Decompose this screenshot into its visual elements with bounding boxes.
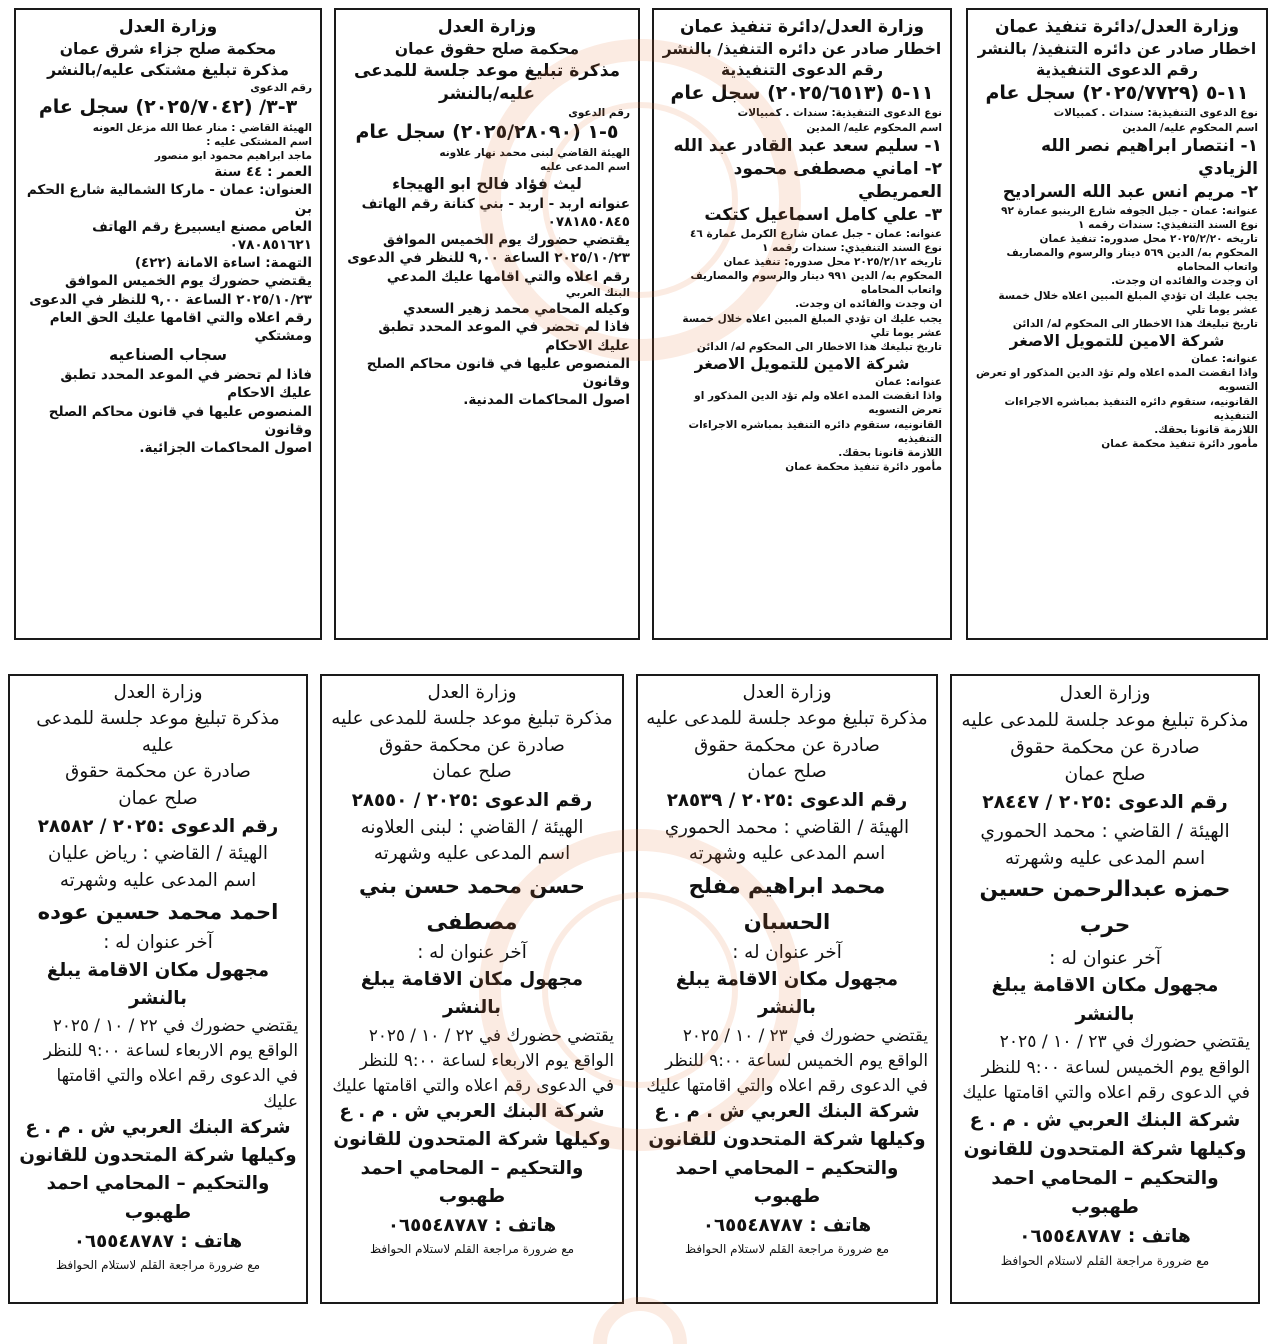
ministry: وزارة العدل <box>113 682 203 703</box>
case-number: رقم الدعوى :٢٠٢٥ / ٢٨٥٨٢ <box>37 816 279 838</box>
notice-line: ٣-٣/ (٢٠٢٥/٧٠٤٢) سجل عام <box>38 95 298 118</box>
notice-line: نوع الدعوى التنفيذية: سندات . كمبيالات <box>1053 107 1258 120</box>
notice-line: اللازمة قانونا بحقك. <box>838 446 942 459</box>
defendant-label: اسم المدعى عليه وشهرته <box>1004 847 1206 869</box>
notice-line: ان وجدت والفائده ان وجدت. <box>1111 275 1258 288</box>
notice-line: عنوانه: عمان - جبل عمان شارع الكرمل عمارة ٤٦ <box>690 227 942 240</box>
notice-line: يقتضي حضورك يوم الخميس الموافق <box>64 273 312 290</box>
notice-line: مذكرة تبليغ مشتكى عليه/بالنشر <box>47 60 289 79</box>
address: مجهول مكان الاقامة يبلغ بالنشر <box>46 959 270 1009</box>
plaintiff: شركة البنك العربي ش . م . ع <box>654 1101 920 1123</box>
notice-line: فاذا لم تحضر في الموعد المحدد تطبق عليك الاحكام <box>60 367 312 402</box>
notice-line: ٣- علي كامل اسماعيل كتكت <box>704 204 942 225</box>
ministry: وزارة العدل <box>1059 683 1151 704</box>
notice-line: اسم المحكوم عليه/ المدين <box>806 121 942 134</box>
notice-line: ١١-٥ (٢٠٢٥/٧٧٢٩) سجل عام <box>985 81 1249 104</box>
notice-line: المحكوم به/ الدين ٥٦٩ دينار والرسوم والمصاريف واتعاب المحاماه <box>1006 247 1258 274</box>
defendant-label: اسم المدعى عليه وشهرته <box>373 843 571 865</box>
notice-line: واذا انقضت المده اعلاه ولم تؤد الدين المذكور او تعرض التسويه <box>694 390 942 417</box>
notice-line: ان وجدت والفائده ان وجدت. <box>795 298 942 311</box>
notice-line: تاريخ تبليغك هذا الاخطار الى المحكوم له/ الدائن <box>696 340 942 353</box>
notice-line: اسم المشتكى عليه : <box>206 135 312 148</box>
notice-line: ٢- مريم انس عبد الله السراديح <box>1002 181 1258 202</box>
case-number: رقم الدعوى :٢٠٢٥ / ٢٨٥٣٩ <box>666 789 908 811</box>
notice-line: نوع السند التنفيذي: سندات رقمه ١ <box>1078 218 1258 231</box>
plaintiff: شركة البنك العربي ش . م . ع <box>969 1110 1241 1132</box>
agent-line: والتحكيم – المحامي احمد طهبوب <box>991 1167 1219 1218</box>
notice-line: التهمة: اساءة الامانة (٤٢٢) <box>134 255 312 272</box>
notice-line: فاذا لم تحضر في الموعد المحدد تطبق عليك الاحكام <box>378 319 630 354</box>
case-number: رقم الدعوى :٢٠٢٥ / ٢٨٤٤٧ <box>982 792 1228 813</box>
date-line: يقتضي حضورك في ٢٣ / ١٠ / ٢٠٢٥ <box>682 1024 928 1045</box>
notice-line: محكمة صلح حقوق عمان <box>394 39 580 58</box>
notice-line: اسم المحكوم عليه/ المدين <box>1122 121 1258 134</box>
notice-line: تاريخه ٢٠٢٥/٢/١٢ محل صدوره: تنفيذ عمان <box>723 255 942 268</box>
notice-line: مأمور دائرة تنفيذ محكمة عمان <box>1101 438 1258 451</box>
address-label: آخر عنوان له : <box>732 941 842 963</box>
footer-note: مع ضرورة مراجعة القلم لاستلام الحوافظ <box>55 1258 261 1272</box>
notice-line: واذا انقضت المده اعلاه ولم تؤد الدين المذكور او تعرض التسويه <box>975 367 1258 394</box>
notice-line: رقم الدعوى التنفيذية <box>1035 60 1199 79</box>
footer-note: مع ضرورة مراجعة القلم لاستلام الحوافظ <box>369 1242 575 1257</box>
address-label: آخر عنوان له : <box>417 941 527 963</box>
notice-line: اخطار صادر عن دائره التنفيذ/ بالنشر <box>977 39 1257 58</box>
case-number: رقم الدعوى :٢٠٢٥ / ٢٨٥٥٠ <box>351 789 593 811</box>
memo-line: صادرة عن محكمة حقوق <box>694 734 880 756</box>
agent-line: والتحكيم – المحامي احمد طهبوب <box>46 1173 270 1223</box>
plaintiff: شركة البنك العربي ش . م . ع <box>25 1116 291 1138</box>
defendant-name: احمد محمد حسين عوده <box>37 899 279 925</box>
memo-line: صلح عمان <box>432 761 512 783</box>
notice-bottom-3 <box>320 674 624 1304</box>
notice-line: وزارة العدل <box>118 17 218 37</box>
defendant-name: محمد ابراهيم مفلح الحسبان <box>688 872 886 934</box>
notice-line: رقم الدعوى <box>250 81 312 94</box>
notice-line: عنوانه اربد - اربد - بني كنانة رقم الهاتف <box>361 195 630 212</box>
claim-line: في الدعوى رقم اعلاه والتي اقامتها عليك <box>646 1074 928 1095</box>
notice-body <box>10 676 306 1279</box>
memo-line: صلح عمان <box>118 787 198 809</box>
memo-line: صادرة عن محكمة حقوق <box>65 761 251 783</box>
notice-line: العمر : ٤٤ سنة <box>214 164 312 181</box>
phone: هاتف : ٠٦٥٥٤٨٧٨٧ <box>702 1215 872 1237</box>
notice-top-1 <box>966 8 1268 640</box>
memo-line: مذكرة تبليغ موعد جلسة للمدعى عليه <box>36 708 280 756</box>
notice-line: ١- سليم سعد عبد القادر عبد الله <box>673 135 942 156</box>
agent-line: وكيلها شركة المتحدون للقانون <box>333 1129 611 1151</box>
address: مجهول مكان الاقامة يبلغ بالنشر <box>360 969 584 1019</box>
claim-line: في الدعوى رقم اعلاه والتي اقامتها عليك <box>962 1083 1250 1104</box>
notice-line: الهيئة القاضي : منار عطا الله مزعل العونه <box>92 121 312 134</box>
notice-line: رقم الدعوى <box>568 106 630 119</box>
notice-line: ٢٠٢٥/١٠/٢٣ الساعة ٩,٠٠ للنظر في الدعوى <box>347 250 630 267</box>
defendant-label: اسم المدعى عليه وشهرته <box>59 869 257 891</box>
notice-line: مأمور دائرة تنفيذ محكمة عمان <box>785 461 942 474</box>
address-label: آخر عنوان له : <box>1049 948 1161 970</box>
day-line: الواقع يوم الخميس لساعة ٩:٠٠ للنظر <box>665 1049 928 1070</box>
memo-line: مذكرة تبليغ موعد جلسة للمدعى عليه <box>646 708 928 730</box>
notice-line: عنوانه: عمان - جبل الجوفه شارع الرينبو عمارة ٩٢ <box>1001 204 1258 217</box>
watermark-ring <box>600 1304 680 1344</box>
memo-line: صادرة عن محكمة حقوق <box>1010 737 1200 758</box>
footer-note: مع ضرورة مراجعة القلم لاستلام الحوافظ <box>684 1242 890 1257</box>
notice-line: اخطار صادر عن دائره التنفيذ/ بالنشر <box>662 39 942 58</box>
notice-top-3 <box>334 8 640 640</box>
agent-line: والتحكيم – المحامي احمد طهبوب <box>360 1157 584 1207</box>
judge: الهيئة / القاضي : لبنى العلاونه <box>360 816 584 838</box>
phone: هاتف : ٠٦٥٥٤٨٧٨٧ <box>1019 1226 1191 1248</box>
notice-line: يجب عليك ان تؤدي المبلغ المبين اعلاه خلال خمسة عشر يوما تلي <box>998 289 1258 316</box>
address: مجهول مكان الاقامة يبلغ بالنشر <box>991 975 1219 1025</box>
notice-line: المحكوم به/ الدين ٩٩١ دينار والرسوم والمصاريف واتعاب المحاماه <box>690 270 942 297</box>
agent-line: وكيلها شركة المتحدون للقانون <box>19 1145 297 1167</box>
notice-line: نوع الدعوى التنفيذية: سندات . كمبيالات <box>737 107 942 120</box>
notice-line: شركة الامين للتمويل الاصغر <box>1009 332 1225 351</box>
notice-line: شركة الامين للتمويل الاصغر <box>694 355 910 374</box>
memo-line: مذكرة تبليغ موعد جلسة للمدعى عليه <box>961 710 1249 731</box>
notice-body <box>322 676 622 1263</box>
notice-body <box>952 676 1258 1276</box>
defendant-name: حمزه عبدالرحمن حسين حرب <box>979 876 1231 939</box>
agent-line: وكيلها شركة المتحدون للقانون <box>963 1138 1247 1160</box>
notice-line: ٢٠٢٥/١٠/٢٣ الساعة ٩,٠٠ للنظر في الدعوى <box>29 291 312 308</box>
notice-line: القانونيه، ستقوم دائره التنفيذ بمباشره الاجراءات التنفيذيه <box>1004 395 1258 422</box>
address-label: آخر عنوان له : <box>103 932 213 954</box>
footer-note: مع ضرورة مراجعة القلم لاستلام الحوافظ <box>1000 1254 1210 1269</box>
notice-line: القانونيه، ستقوم دائره التنفيذ بمباشره الاجراءات التنفيذيه <box>688 418 942 445</box>
notice-line: يقتضي حضورك يوم الخميس الموافق <box>382 232 630 249</box>
day-line: الواقع يوم الاربعاء لساعة ٩:٠٠ للنظر <box>359 1049 614 1070</box>
notice-line: محكمة صلح جزاء شرق عمان <box>59 39 277 58</box>
notice-line: مذكرة تبليغ موعد جلسة للمدعى <box>353 60 621 81</box>
notice-line: اصول المحاكمات الجزائية. <box>139 440 312 457</box>
notice-line: المنصوص عليها في قانون محاكم الصلح وقانون <box>48 403 312 438</box>
memo-line: صلح عمان <box>1064 764 1146 785</box>
notice-line: المنصوص عليها في قانون محاكم الصلح وقانون <box>366 355 630 390</box>
notice-bottom-4 <box>8 674 308 1304</box>
notice-line: عليه/بالنشر <box>439 83 535 104</box>
notice-line: ٢- اماني مصطفى محمود العمريطي <box>733 158 942 202</box>
date-line: يقتضي حضورك في ٢٢ / ١٠ / ٢٠٢٥ <box>52 1015 298 1036</box>
claim-line: في الدعوى رقم اعلاه والتي اقامتها عليك <box>56 1065 298 1111</box>
judge: الهيئة / القاضي : محمد الحموري <box>664 816 910 838</box>
date-line: يقتضي حضورك في ٢٢ / ١٠ / ٢٠٢٥ <box>368 1024 614 1045</box>
notice-body <box>654 10 950 480</box>
phone: هاتف : ٠٦٥٥٤٨٧٨٧ <box>387 1215 557 1237</box>
notice-bottom-1 <box>950 674 1260 1304</box>
notice-line: ليث فؤاد فالح ابو الهيجاء <box>392 174 582 193</box>
notice-line: يجب عليك ان تؤدي المبلغ المبين اعلاه خلال خمسة عشر يوما تلي <box>682 312 942 339</box>
phone: هاتف : ٠٦٥٥٤٨٧٨٧ <box>73 1230 243 1252</box>
notice-line: العاص مصنع ايسبيرغ رقم الهاتف ٠٧٨٠٨٥١٦٢١ <box>92 218 312 253</box>
claim-line: في الدعوى رقم اعلاه والتي اقامتها عليك <box>332 1074 614 1095</box>
notice-top-4 <box>14 8 322 640</box>
notice-line: ١- انتصار ابراهيم نصر الله الزيادي <box>1040 135 1258 179</box>
notice-line: رقم اعلاه والتي اقامها عليك الحق العام ومشتكي <box>49 309 312 345</box>
ministry: وزارة العدل <box>427 682 517 703</box>
notice-line: اللازمة قانونا بحقك. <box>1154 423 1258 436</box>
notice-body <box>336 10 638 415</box>
ministry: وزارة العدل <box>742 682 832 703</box>
notice-line: وكيله المحامي محمد زهير السعدي <box>402 301 630 318</box>
notice-bottom-2 <box>636 674 938 1304</box>
notice-body <box>968 10 1266 457</box>
notice-line: ماجد ابراهيم محمود ابو منصور <box>154 149 312 162</box>
notice-line: تاريخه ٢٠٢٥/٢/٢٠ محل صدوره: تنفيذ عمان <box>1039 232 1258 245</box>
notice-line: العنوان: عمان - ماركا الشمالية شارع الحكم بن <box>26 182 312 217</box>
notice-line: وزارة العدل <box>437 17 537 37</box>
notice-line: وزارة العدل/دائرة تنفيذ عمان <box>994 17 1240 37</box>
notice-line: اصول المحاكمات المدنية. <box>463 392 630 409</box>
notice-line: ١١-٥ (٢٠٢٥/٦٥١٣) سجل عام <box>670 81 934 104</box>
address: مجهول مكان الاقامة يبلغ بالنشر <box>675 969 899 1019</box>
notice-line: البنك العربي <box>565 286 630 299</box>
judge: الهيئة / القاضي : رياض عليان <box>47 843 268 865</box>
notice-line: نوع السند التنفيذي: سندات رقمه ١ <box>762 241 942 254</box>
notice-line: الهيئة القاضي لبنى محمد نهار علاونه <box>439 146 630 159</box>
memo-line: مذكرة تبليغ موعد جلسة للمدعى عليه <box>331 708 613 730</box>
agent-line: والتحكيم – المحامي احمد طهبوب <box>675 1157 899 1207</box>
notice-line: عنوانه: عمان <box>875 375 942 388</box>
agent-line: وكيلها شركة المتحدون للقانون <box>648 1129 926 1151</box>
day-line: الواقع يوم الاربعاء لساعة ٩:٠٠ للنظر <box>43 1040 298 1061</box>
notice-line: رقم اعلاه والتي اقامها عليك المدعي <box>386 268 630 285</box>
notice-line: سجاب الصناعيه <box>108 346 228 365</box>
notice-line: تاريخ تبليغك هذا الاخطار الى المحكوم له/ الدائن <box>1012 317 1258 330</box>
date-line: يقتضي حضورك في ٢٣ / ١٠ / ٢٠٢٥ <box>999 1031 1250 1052</box>
memo-line: صادرة عن محكمة حقوق <box>379 734 565 756</box>
plaintiff: شركة البنك العربي ش . م . ع <box>339 1101 605 1123</box>
defendant-name: حسن محمد حسن بني مصطفى <box>359 872 585 934</box>
notice-line: عنوانه: عمان <box>1191 353 1258 366</box>
notice-line: وزارة العدل/دائرة تنفيذ عمان <box>679 17 925 37</box>
day-line: الواقع يوم الخميس لساعة ٩:٠٠ للنظر <box>981 1057 1250 1078</box>
defendant-label: اسم المدعى عليه وشهرته <box>688 843 886 865</box>
notice-line: اسم المدعى عليه <box>539 160 630 173</box>
notice-line: ٠٧٨١٨٥٠٨٤٥ <box>547 214 630 231</box>
judge: الهيئة / القاضي : محمد الحموري <box>980 820 1230 842</box>
notice-body <box>16 10 320 463</box>
notice-body <box>638 676 936 1263</box>
notice-line: ٥-١ (٢٠٢٥/٢٨٠٩٠) سجل عام <box>355 120 619 143</box>
notice-line: رقم الدعوى التنفيذية <box>720 60 884 79</box>
notice-top-2 <box>652 8 952 640</box>
memo-line: صلح عمان <box>747 761 827 783</box>
